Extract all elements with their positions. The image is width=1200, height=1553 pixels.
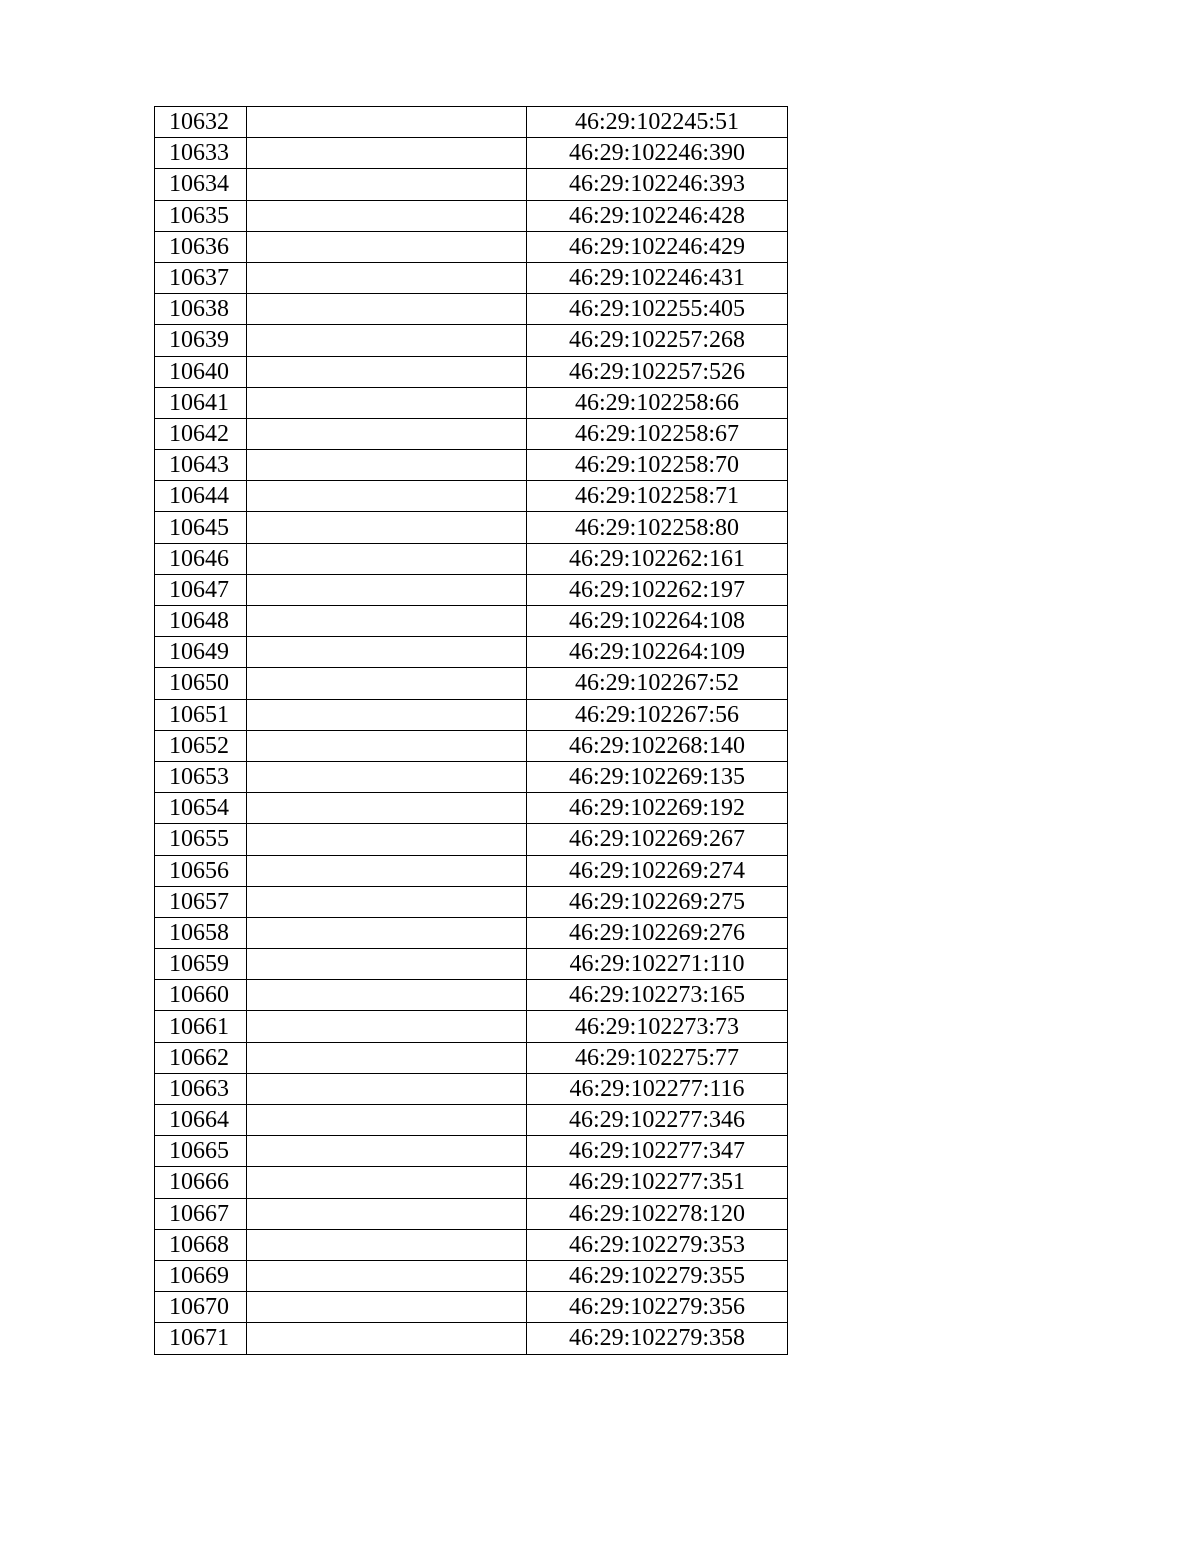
records-table [154,106,788,1355]
empty-cell [247,387,527,418]
row-number-cell: 10651 [155,699,247,730]
empty-cell [247,481,527,512]
empty-cell [247,1136,527,1167]
table-row [155,793,788,824]
empty-cell [247,325,527,356]
table-row [155,1292,788,1323]
row-number-cell: 10668 [155,1229,247,1260]
row-number-cell: 10644 [155,481,247,512]
empty-cell [247,1042,527,1073]
empty-cell [247,1198,527,1229]
row-number-cell: 10655 [155,824,247,855]
table-row [155,1136,788,1167]
table-row [155,917,788,948]
cadastral-number-cell: 46:29:102267:56 [527,699,788,730]
empty-cell [247,450,527,481]
empty-cell [247,761,527,792]
row-number-cell: 10663 [155,1073,247,1104]
cadastral-number-cell: 46:29:102267:52 [527,668,788,699]
table-row [155,637,788,668]
table-row [155,262,788,293]
empty-cell [247,917,527,948]
table-row [155,699,788,730]
cadastral-number-cell: 46:29:102277:351 [527,1167,788,1198]
cadastral-number-cell: 46:29:102264:108 [527,606,788,637]
table-row [155,387,788,418]
row-number-cell: 10657 [155,886,247,917]
empty-cell [247,107,527,138]
row-number-cell: 10641 [155,387,247,418]
cadastral-number-cell: 46:29:102258:70 [527,450,788,481]
cadastral-number-cell: 46:29:102246:390 [527,138,788,169]
empty-cell [247,1073,527,1104]
cadastral-number-cell: 46:29:102258:67 [527,418,788,449]
empty-cell [247,231,527,262]
row-number-cell: 10662 [155,1042,247,1073]
cadastral-number-cell: 46:29:102246:393 [527,169,788,200]
table-row [155,1042,788,1073]
cadastral-number-cell: 46:29:102275:77 [527,1042,788,1073]
empty-cell [247,699,527,730]
row-number-cell: 10670 [155,1292,247,1323]
row-number-cell: 10646 [155,543,247,574]
empty-cell [247,574,527,605]
row-number-cell: 10632 [155,107,247,138]
cadastral-number-cell: 46:29:102245:51 [527,107,788,138]
empty-cell [247,824,527,855]
cadastral-number-cell: 46:29:102258:80 [527,512,788,543]
empty-cell [247,1011,527,1042]
row-number-cell: 10661 [155,1011,247,1042]
empty-cell [247,1229,527,1260]
table-row [155,886,788,917]
table-row [155,1198,788,1229]
cadastral-number-cell: 46:29:102258:71 [527,481,788,512]
empty-cell [247,1260,527,1291]
cadastral-number-cell: 46:29:102269:192 [527,793,788,824]
table-row [155,949,788,980]
table-row [155,200,788,231]
cadastral-number-cell: 46:29:102273:165 [527,980,788,1011]
cadastral-number-cell: 46:29:102279:353 [527,1229,788,1260]
row-number-cell: 10652 [155,730,247,761]
empty-cell [247,855,527,886]
row-number-cell: 10659 [155,949,247,980]
row-number-cell: 10660 [155,980,247,1011]
table-row [155,606,788,637]
row-number-cell: 10642 [155,418,247,449]
cadastral-number-cell: 46:29:102246:428 [527,200,788,231]
cadastral-number-cell: 46:29:102262:197 [527,574,788,605]
table-row [155,294,788,325]
table-row [155,824,788,855]
row-number-cell: 10669 [155,1260,247,1291]
row-number-cell: 10664 [155,1105,247,1136]
empty-cell [247,169,527,200]
table-row [155,231,788,262]
table-row [155,668,788,699]
table-row [155,169,788,200]
table-row [155,574,788,605]
table-row [155,980,788,1011]
row-number-cell: 10643 [155,450,247,481]
cadastral-number-cell: 46:29:102277:346 [527,1105,788,1136]
table-row [155,325,788,356]
cadastral-number-cell: 46:29:102268:140 [527,730,788,761]
empty-cell [247,980,527,1011]
empty-cell [247,1167,527,1198]
table-row [155,543,788,574]
table-row [155,418,788,449]
table-row [155,1105,788,1136]
cadastral-number-cell: 46:29:102258:66 [527,387,788,418]
row-number-cell: 10633 [155,138,247,169]
table-row [155,107,788,138]
cadastral-number-cell: 46:29:102269:267 [527,824,788,855]
cadastral-number-cell: 46:29:102257:526 [527,356,788,387]
row-number-cell: 10648 [155,606,247,637]
cadastral-number-cell: 46:29:102264:109 [527,637,788,668]
row-number-cell: 10653 [155,761,247,792]
empty-cell [247,200,527,231]
table-row [155,356,788,387]
empty-cell [247,637,527,668]
table-row [155,1323,788,1354]
cadastral-number-cell: 46:29:102257:268 [527,325,788,356]
empty-cell [247,1292,527,1323]
cadastral-number-cell: 46:29:102277:347 [527,1136,788,1167]
row-number-cell: 10645 [155,512,247,543]
row-number-cell: 10635 [155,200,247,231]
empty-cell [247,606,527,637]
cadastral-number-cell: 46:29:102278:120 [527,1198,788,1229]
row-number-cell: 10671 [155,1323,247,1354]
empty-cell [247,418,527,449]
empty-cell [247,512,527,543]
table-row [155,481,788,512]
table-row [155,730,788,761]
empty-cell [247,356,527,387]
empty-cell [247,1323,527,1354]
cadastral-number-cell: 46:29:102279:356 [527,1292,788,1323]
cadastral-number-cell: 46:29:102269:274 [527,855,788,886]
records-table-body [155,107,788,1355]
empty-cell [247,730,527,761]
empty-cell [247,886,527,917]
cadastral-number-cell: 46:29:102246:429 [527,231,788,262]
row-number-cell: 10639 [155,325,247,356]
row-number-cell: 10667 [155,1198,247,1229]
empty-cell [247,1105,527,1136]
table-row [155,138,788,169]
cadastral-number-cell: 46:29:102277:116 [527,1073,788,1104]
cadastral-number-cell: 46:29:102279:358 [527,1323,788,1354]
row-number-cell: 10666 [155,1167,247,1198]
row-number-cell: 10649 [155,637,247,668]
cadastral-number-cell: 46:29:102273:73 [527,1011,788,1042]
row-number-cell: 10654 [155,793,247,824]
row-number-cell: 10634 [155,169,247,200]
row-number-cell: 10658 [155,917,247,948]
row-number-cell: 10650 [155,668,247,699]
table-row [155,761,788,792]
row-number-cell: 10665 [155,1136,247,1167]
row-number-cell: 10647 [155,574,247,605]
table-row [155,1167,788,1198]
cadastral-number-cell: 46:29:102269:276 [527,917,788,948]
empty-cell [247,543,527,574]
cadastral-number-cell: 46:29:102269:275 [527,886,788,917]
cadastral-number-cell: 46:29:102269:135 [527,761,788,792]
cadastral-number-cell: 46:29:102246:431 [527,262,788,293]
empty-cell [247,294,527,325]
table-row [155,855,788,886]
table-row [155,450,788,481]
cadastral-number-cell: 46:29:102271:110 [527,949,788,980]
empty-cell [247,668,527,699]
table-row [155,512,788,543]
cadastral-number-cell: 46:29:102262:161 [527,543,788,574]
row-number-cell: 10636 [155,231,247,262]
row-number-cell: 10638 [155,294,247,325]
row-number-cell: 10637 [155,262,247,293]
table-row [155,1073,788,1104]
cadastral-number-cell: 46:29:102279:355 [527,1260,788,1291]
empty-cell [247,949,527,980]
cadastral-number-cell: 46:29:102255:405 [527,294,788,325]
table-row [155,1260,788,1291]
empty-cell [247,793,527,824]
table-row [155,1229,788,1260]
empty-cell [247,138,527,169]
empty-cell [247,262,527,293]
row-number-cell: 10640 [155,356,247,387]
row-number-cell: 10656 [155,855,247,886]
table-row [155,1011,788,1042]
